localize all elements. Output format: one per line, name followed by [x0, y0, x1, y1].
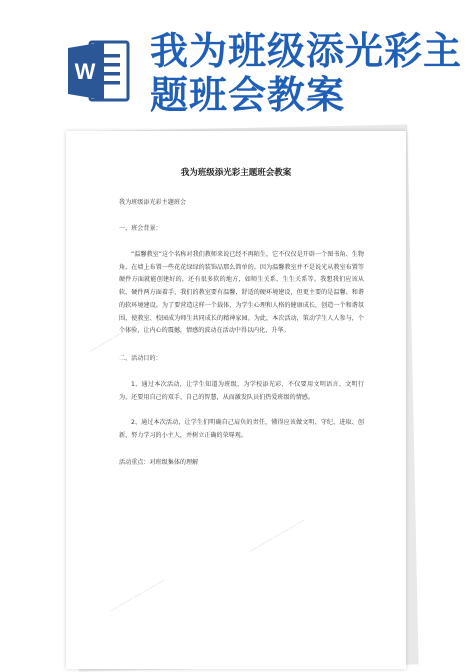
document-page: [66, 131, 406, 669]
section-2-heading: 二、活动目的：: [119, 355, 162, 362]
section-2-item-2: 2、通过本次活动，让学生们明确自己肩负的责任，懂得应该做文明、守纪、进取、创新、努力学习的小主人，并树立正确的荣辱观。: [119, 419, 364, 439]
svg-text:W: W: [74, 59, 96, 84]
section-1-heading: 一、班会背景：: [119, 225, 162, 232]
section-1-body: “温馨教室”这个名称对我们教师来说已经不再陌生，它不仅仅是开辟一个图书角、生物角，在墙上布置一些花花绿绿的装饰品那么简单的。因为温馨教室并不是说光从教室布置等硬件方面就能创建好的，还有很多软的地方，如师生关系、生生关系等。我想我们应该从软、硬件两方面着手，我们的教室要有温馨，舒适的硬环境建设，但更主要的是温馨、和谐的软环境建设。为了要营造这样一个载体，为学生心理和人格的健康成长，创造一个和谐氛围，使教室、校园成为师生共同成长的精神家园。为此，本次活动，策动学生人人参与，个个体验，让内心的震撼，情感的波动在活动中得以内化、升华。: [119, 251, 364, 335]
watermark: ———————: [107, 575, 168, 617]
header: [0, 0, 474, 130]
document-title: 我为班级添光彩主题班会教案: [180, 168, 292, 178]
document-subtitle: 我为班级添光彩主题班会: [119, 199, 187, 206]
word-document-icon: [68, 38, 130, 104]
section-2-item-1: 1、通过本次活动，让学生知道为班级、为学校添光彩，不仅要用文明语言、文明行为，还要用自己的双手、自己的智慧，从而激发队员们热爱班级的情感。: [119, 381, 364, 401]
banner-title-line-2: 题班会教案: [150, 73, 346, 117]
activity-focus: 活动重点：对班级集体的理解: [119, 459, 199, 466]
watermark: ———————: [87, 315, 148, 357]
banner-title-line-1: 我为班级添光彩主: [150, 29, 463, 73]
watermark: ———————: [247, 515, 308, 557]
